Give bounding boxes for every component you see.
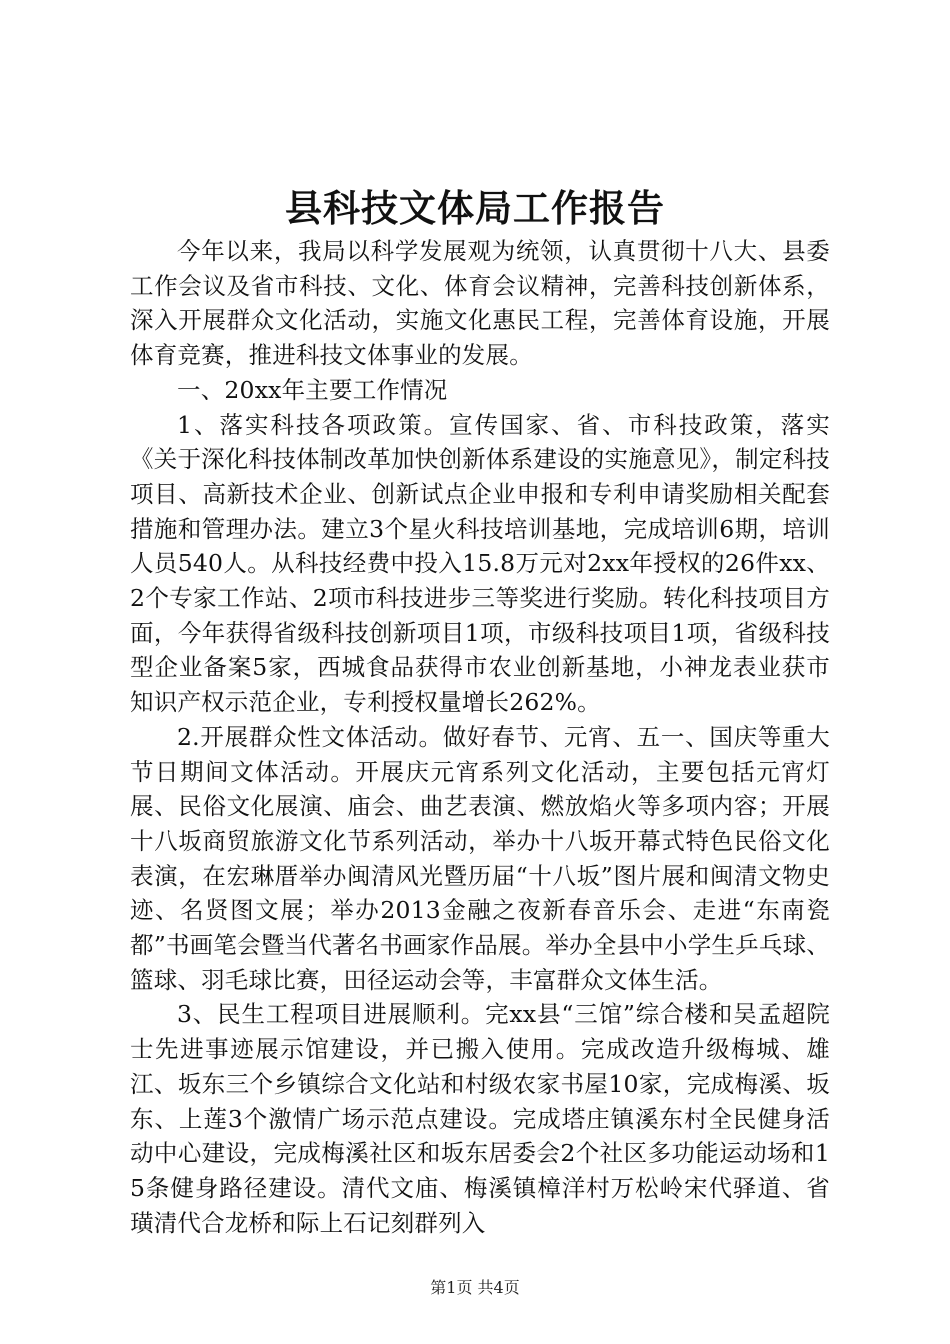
paragraph-cultural-activities: 2.开展群众性文体活动。做好春节、元宵、五一、国庆等重大节日期间文体活动。开展庆元宵系列文化活动，主要包括元宵灯展、民俗文化展演、庙会、曲艺表演、燃放焰火等多项内容；开展十八坂商贸旅游文化节系列活动，举办十八坂开幕式特色民俗文化表演，在宏琳厝举办闽清风光暨历届“十八坂”图片展和闽清文物史迹、名贤图文展；举办2013金融之夜新春音乐会、走进“东南瓷都”书画笔会暨当代著名书画家作品展。举办全县中小学生乒乓球、篮球、羽毛球比赛，田径运动会等，丰富群众文体生活。 [130,722,830,994]
paragraph-science-policy: 1、落实科技各项政策。宣传国家、省、市科技政策，落实《关于深化科技体制改革加快创新体系建设的实施意见》，制定科技项目、高新技术企业、创新试点企业申报和专利申请奖励相关配套措施和管理办法。建立3个星火科技培训基地，完成培训6期，培训人员540人。从科技经费中投入15.8万元对2xx年授权的26件xx、2个专家工作站、2项市科技进步三等奖进行奖励。转化科技项目方面，今年获得省级科技创新项目1项，市级科技项目1项，省级科技型企业备案5家，西城食品获得市农业创新基地，小神龙表业获市知识产权示范企业，专利授权量增长262%。 [130,410,830,717]
document-title: 县科技文体局工作报告 [285,186,665,230]
page-footer: 第1页 共4页 [430,1278,520,1297]
section-heading: 一、20xx年主要工作情况 [177,375,448,404]
document-body [130,234,830,1240]
paragraph-livelihood-projects: 3、民生工程项目进展顺利。完xx县“三馆”综合楼和吴孟超院士先进事迹展示馆建设，并已搬入使用。完成改造升级梅城、雄江、坂东三个乡镇综合文化站和村级农家书屋10家，完成梅溪、坂东、上莲3个激情广场示范点建设。完成塔庄镇溪东村全民健身活动中心建设，完成梅溪社区和坂东居委会2个社区多功能运动场和15条健身路径建设。清代文庙、梅溪镇樟洋村万松岭宋代驿道、省璜清代合龙桥和际上石记刻群列入 [130,1000,830,1237]
paragraph-intro: 今年以来，我局以科学发展观为统领，认真贯彻十八大、县委工作会议及省市科技、文化、体育会议精神，完善科技创新体系，深入开展群众文化活动，实施文化惠民工程，完善体育设施，开展体育竞赛，推进科技文体事业的发展。 [130,237,830,370]
